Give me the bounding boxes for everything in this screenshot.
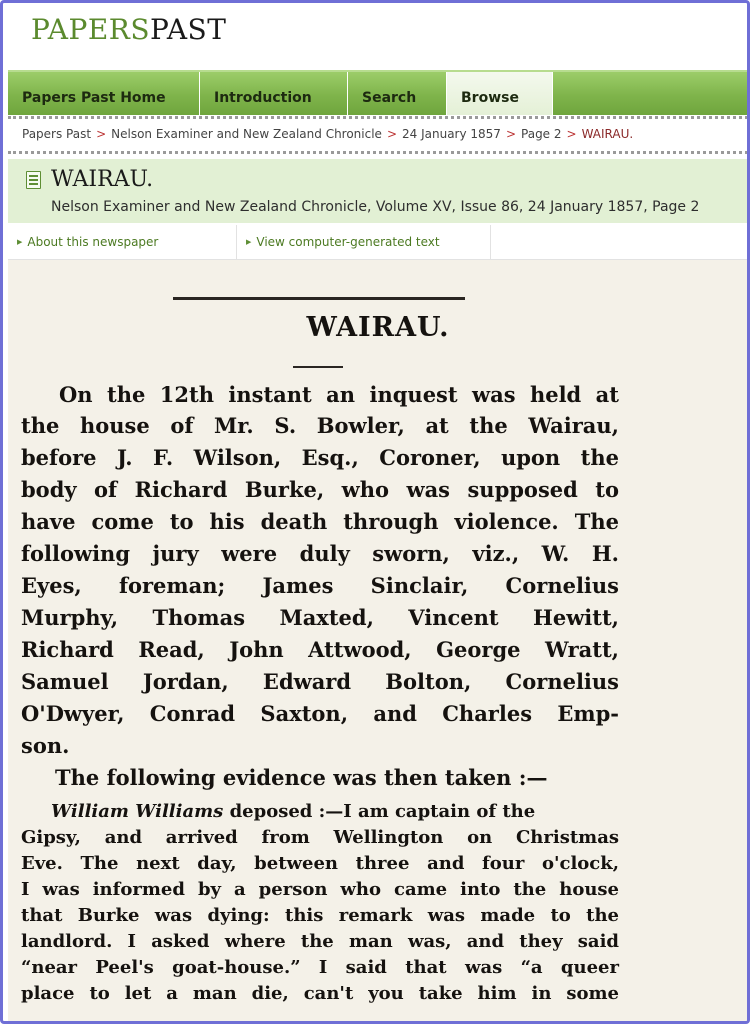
article-links xyxy=(8,225,748,260)
scan-line: “near Peel's goat-house.” I said that was “a queer xyxy=(21,957,619,978)
scan-line: before J. F. Wilson, Esq., Coroner, upon the xyxy=(21,445,619,470)
scan-line: following jury were duly sworn, viz., W. H. xyxy=(21,541,619,566)
breadcrumb-item-papers-past[interactable]: Papers Past xyxy=(22,127,92,141)
view-text-link[interactable] xyxy=(237,225,491,259)
scan-line: place to let a man die, can't you take him in some xyxy=(21,983,619,1004)
scan-line: Murphy, Thomas Maxted, Vincent Hewitt, xyxy=(21,605,619,630)
breadcrumb-item-date[interactable]: 24 January 1857 xyxy=(402,127,501,141)
breadcrumb-separator: > xyxy=(386,127,398,141)
scan-line: landlord. I asked where the man was, and they said xyxy=(21,931,619,952)
breadcrumb-item-page[interactable]: Page 2 xyxy=(521,127,562,141)
breadcrumb xyxy=(22,127,633,141)
dotted-divider-top xyxy=(8,116,748,119)
breadcrumb-separator: > xyxy=(505,127,517,141)
dotted-divider-bottom xyxy=(8,151,748,154)
scan-line: On the 12th instant an inquest was held at xyxy=(59,382,619,407)
about-newspaper-label: About this newspaper xyxy=(27,235,159,249)
scan-line: O'Dwyer, Conrad Saxton, and Charles Emp- xyxy=(21,701,619,726)
about-newspaper-link[interactable] xyxy=(8,225,237,259)
logo-part-2: PAST xyxy=(150,13,227,46)
scan-title-rule xyxy=(293,366,343,368)
breadcrumb-separator: > xyxy=(96,127,107,141)
breadcrumb-item-current: WAIRAU. xyxy=(581,127,634,141)
scan-line: the house of Mr. S. Bowler, at the Wairau, xyxy=(21,413,619,438)
triangle-right-icon: ▶ xyxy=(17,238,23,246)
document-icon xyxy=(26,171,41,189)
logo-part-1: PAPERS xyxy=(31,13,151,46)
scan-line: Gipsy, and arrived from Wellington on Christmas xyxy=(21,827,619,848)
article-header xyxy=(8,159,748,223)
scan-top-rule xyxy=(173,297,465,300)
scan-line: have come to his death through violence. The xyxy=(21,509,619,534)
breadcrumb-item-newspaper[interactable]: Nelson Examiner and New Zealand Chronicle xyxy=(111,127,382,141)
scan-line: son. xyxy=(21,733,70,758)
scan-line: body of Richard Burke, who was supposed to xyxy=(21,477,619,502)
article-title: WAIRAU. xyxy=(51,167,154,192)
scan-line: The following evidence was then taken :— xyxy=(55,765,548,790)
tab-search[interactable]: Search xyxy=(348,72,447,115)
scan-line: Richard Read, John Attwood, George Wratt, xyxy=(21,637,619,662)
scan-line: Samuel Jordan, Edward Bolton, Cornelius xyxy=(21,669,619,694)
witness-name: William Williams xyxy=(51,801,224,822)
newspaper-scan xyxy=(8,260,748,1024)
scan-title: WAIRAU. xyxy=(306,312,450,343)
witness-line-rest: deposed :—I am captain of the xyxy=(223,801,536,822)
triangle-right-icon: ▶ xyxy=(246,238,252,246)
scan-line: I was informed by a person who came into the house xyxy=(21,879,619,900)
article-subtitle: Nelson Examiner and New Zealand Chronicle, Volume XV, Issue 86, 24 January 1857, Page 2 xyxy=(51,199,700,215)
breadcrumb-separator: > xyxy=(566,127,577,141)
view-text-label: View computer-generated text xyxy=(256,235,440,249)
tab-papers-past-home[interactable]: Papers Past Home xyxy=(8,72,200,115)
main-nav xyxy=(8,70,748,115)
tab-introduction[interactable]: Introduction xyxy=(200,72,348,115)
papers-past-logo[interactable] xyxy=(31,13,226,46)
scan-line-witness xyxy=(51,801,619,822)
scan-line: Eyes, foreman; James Sinclair, Cornelius xyxy=(21,573,619,598)
scan-line: Eve. The next day, between three and four o'clock, xyxy=(21,853,619,874)
tab-browse[interactable]: Browse xyxy=(447,72,553,115)
scan-line: that Burke was dying: this remark was made to the xyxy=(21,905,619,926)
